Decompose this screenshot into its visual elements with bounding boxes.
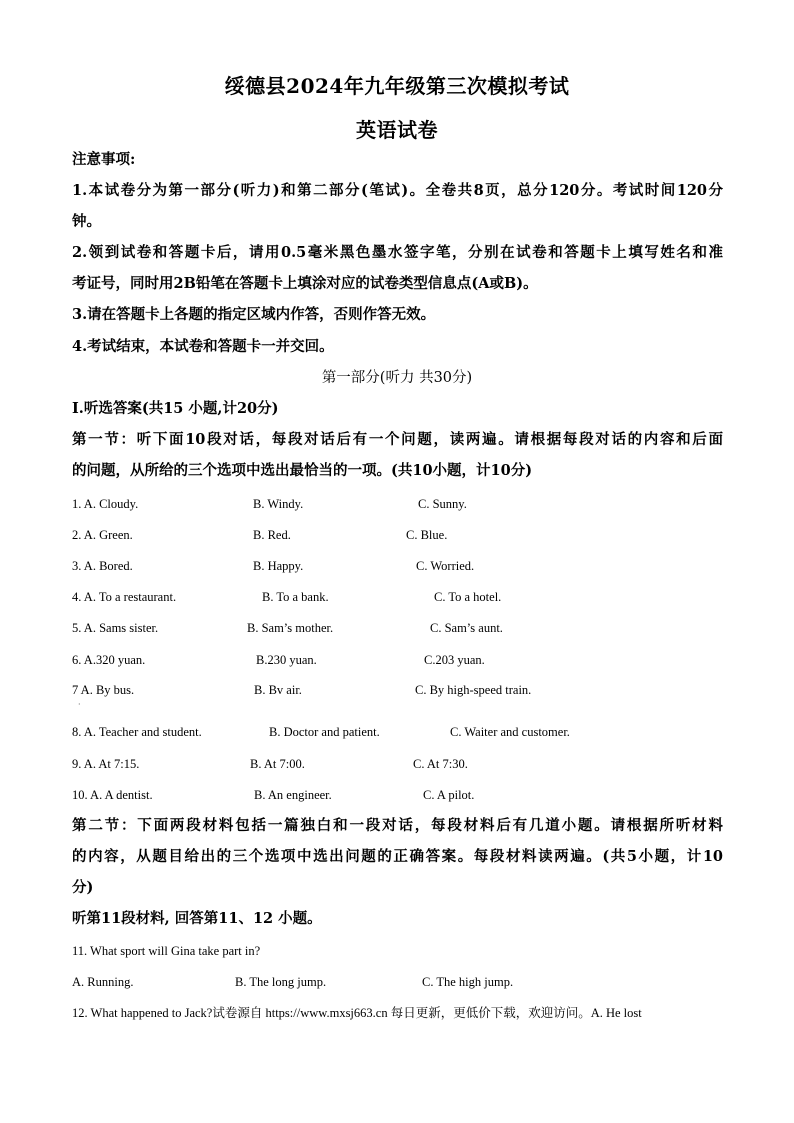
- q9-option-b: B. At 7:00.: [250, 757, 305, 771]
- part1-heading: 第一部分(听力 共30分): [321, 370, 473, 386]
- q10-option-b: B. An engineer.: [254, 788, 332, 802]
- section2-instruction-line-3: 分): [72, 879, 94, 896]
- section1-instruction-line-2: 的问题，从所给的三个选项中选出最恰当的一项。(共10小题，计10分): [72, 462, 533, 479]
- q9-option-a: 9. A. At 7:15.: [72, 757, 140, 771]
- q4-option-a: 4. A. To a restaurant.: [72, 590, 177, 604]
- q1-option-c: C. Sunny.: [418, 497, 467, 511]
- exam-title: 绥德县2024年九年级第三次模拟考试: [224, 74, 570, 98]
- section1-instruction-line-1: 第一节：听下面10段对话，每段对话后有一个问题，读两遍。请根据每段对话的内容和后面: [72, 431, 723, 448]
- q12-stem: 12. What happened to Jack?试卷源自 https://www.mxsj663.cn 每日更新，更低价下载，欢迎访问。A. He lost: [72, 1006, 642, 1020]
- material-11-instruction: 听第11段材料, 回答第11、12 小题。: [72, 910, 322, 927]
- q3-option-c: C. Worried.: [416, 559, 475, 573]
- note-2-line-2: 考证号，同时用2B铅笔在答题卡上填涂对应的试卷类型信息点(A或B)。: [72, 275, 538, 292]
- q3-option-a: 3. A. Bored.: [72, 559, 133, 573]
- q7-option-b: B. Bv air.: [254, 683, 302, 697]
- section2-instruction-line-2: 的内容，从题目给出的三个选项中选出问题的正确答案。每段材料读两遍。(共5小题，计10: [72, 848, 723, 865]
- q5-option-a: 5. A. Sams sister.: [72, 621, 159, 635]
- q6-option-a: 6. A.320 yuan.: [72, 653, 146, 667]
- q8-option-b: B. Doctor and patient.: [269, 725, 380, 739]
- note-4: 4.考试结束，本试卷和答题卡一并交回。: [72, 338, 334, 355]
- q3-option-b: B. Happy.: [253, 559, 304, 573]
- q11-option-a: A. Running.: [72, 975, 134, 989]
- q10-option-a: 10. A. A dentist.: [72, 788, 153, 802]
- q1-option-a: 1. A. Cloudy.: [72, 497, 139, 511]
- q5-option-b: B. Sam’s mother.: [247, 621, 334, 635]
- exam-subtitle: 英语试卷: [356, 118, 438, 142]
- note-3: 3.请在答题卡上各题的指定区域内作答，否则作答无效。: [72, 306, 436, 323]
- q7-option-a: 7 A. By bus.: [72, 683, 135, 697]
- q8-option-a: 8. A. Teacher and student.: [72, 725, 202, 739]
- note-1-line-2: 钟。: [72, 213, 101, 230]
- q10-option-c: C. A pilot.: [423, 788, 475, 802]
- q11-option-c: C. The high jump.: [422, 975, 514, 989]
- note-2-line-1: 2.领到试卷和答题卡后，请用0.5毫米黑色墨水签字笔，分别在试卷和答题卡上填写姓名和准: [72, 244, 723, 261]
- stray-mark: ·: [78, 700, 81, 709]
- notes-heading: 注意事项:: [72, 151, 136, 168]
- q7-option-c: C. By high-speed train.: [415, 683, 532, 697]
- section-title: Ⅰ.听选答案(共15 小题,计20分): [72, 400, 279, 417]
- q2-option-c: C. Blue.: [406, 528, 448, 542]
- q1-option-b: B. Windy.: [253, 497, 304, 511]
- q4-option-b: B. To a bank.: [262, 590, 329, 604]
- note-1-line-1: 1.本试卷分为第一部分(听力)和第二部分(笔试)。全卷共8页，总分120分。考试时间120分: [72, 182, 723, 199]
- section2-instruction-line-1: 第二节：下面两段材料包括一篇独白和一段对话，每段材料后有几道小题。请根据所听材料: [72, 817, 723, 834]
- q6-option-b: B.230 yuan.: [256, 653, 317, 667]
- q8-option-c: C. Waiter and customer.: [450, 725, 570, 739]
- q6-option-c: C.203 yuan.: [424, 653, 485, 667]
- q5-option-c: C. Sam’s aunt.: [430, 621, 503, 635]
- q2-option-a: 2. A. Green.: [72, 528, 133, 542]
- q11-stem: 11. What sport will Gina take part in?: [72, 944, 261, 958]
- q11-option-b: B. The long jump.: [235, 975, 327, 989]
- q9-option-c: C. At 7:30.: [413, 757, 468, 771]
- q2-option-b: B. Red.: [253, 528, 291, 542]
- q4-option-c: C. To a hotel.: [434, 590, 502, 604]
